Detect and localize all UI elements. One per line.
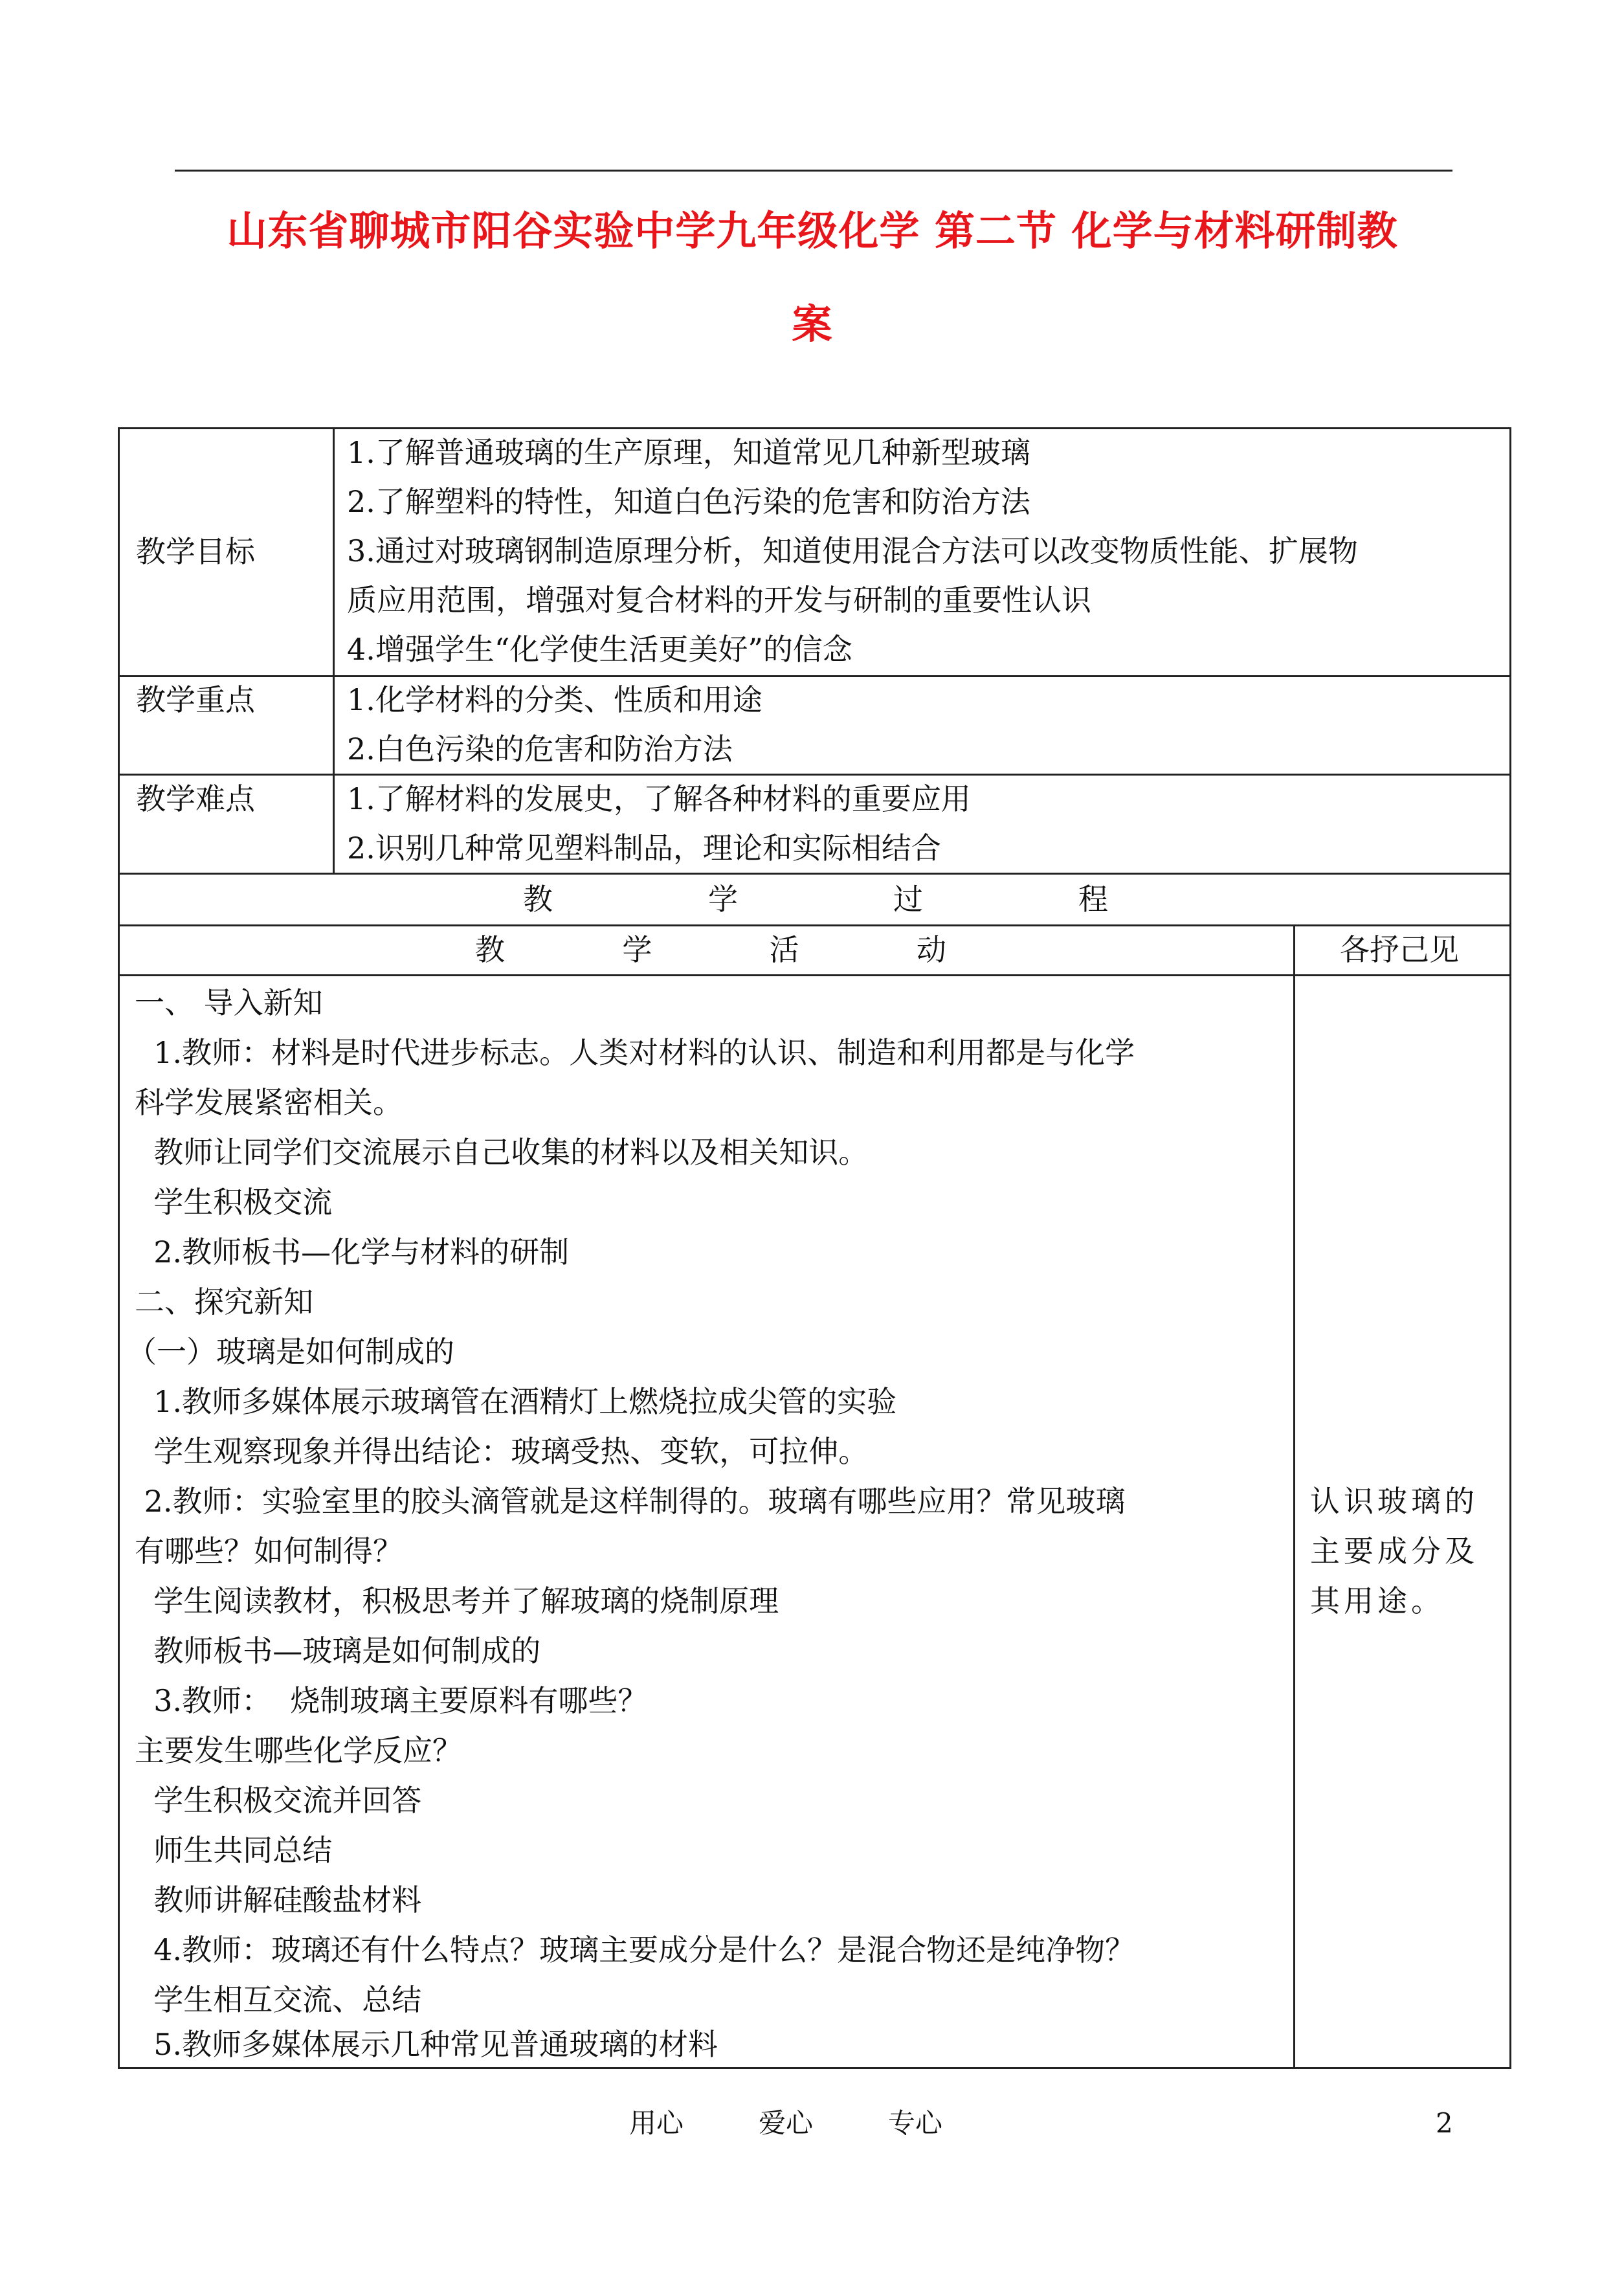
objective-line: 4.增强学生“化学使生活更美好”的信念 <box>347 632 852 667</box>
footer-motto: 专心 <box>888 2107 943 2139</box>
notes-column-divider <box>1293 924 1295 2069</box>
process-header-char: 教 <box>523 882 553 917</box>
activity-header-char: 动 <box>916 932 946 967</box>
activity-line: 学生观察现象并得出结论：玻璃受热、变软，可拉伸。 <box>135 1434 869 1469</box>
activity-line: 教师让同学们交流展示自己收集的材料以及相关知识。 <box>135 1135 869 1170</box>
objective-line: 质应用范围，增强对复合材料的开发与研制的重要性认识 <box>347 583 1091 618</box>
activity-line: 二、探究新知 <box>135 1284 313 1319</box>
activity-line: 2.教师板书—化学与材料的研制 <box>135 1235 570 1270</box>
activity-header-char: 学 <box>622 932 652 967</box>
process-header-char: 过 <box>893 882 923 917</box>
objective-line: 2.了解塑料的特性，知道白色污染的危害和防治方法 <box>347 484 1030 519</box>
activity-line: 科学发展紧密相关。 <box>135 1085 403 1120</box>
activity-line: 2.教师：实验室里的胶头滴管就是这样制得的。玻璃有哪些应用？常见玻璃 <box>135 1484 1126 1519</box>
difficulty-line: 1.了解材料的发展史，了解各种材料的重要应用 <box>347 781 971 816</box>
key-points-label: 教学重点 <box>136 682 255 717</box>
footer-motto: 用心 <box>629 2107 684 2139</box>
activity-line: 教师讲解硅酸盐材料 <box>135 1883 422 1918</box>
activity-header-char: 教 <box>475 932 505 967</box>
objectives-label: 教学目标 <box>136 534 255 569</box>
activity-line: 师生共同总结 <box>135 1833 333 1868</box>
side-note-line: 其用途。 <box>1310 1583 1445 1618</box>
objective-line: 1.了解普通玻璃的生产原理，知道常见几种新型玻璃 <box>347 435 1030 470</box>
activity-line: 一、 导入新知 <box>135 985 323 1020</box>
row-divider <box>118 675 1511 677</box>
notes-header: 各抒己见 <box>1340 932 1459 967</box>
activity-line: 主要发生哪些化学反应？ <box>135 1733 462 1768</box>
label-column-divider <box>333 427 335 873</box>
activity-header <box>475 925 946 974</box>
activity-line: 5.教师多媒体展示几种常见普通玻璃的材料 <box>135 2027 718 2062</box>
key-point-line: 1.化学材料的分类、性质和用途 <box>347 682 762 717</box>
objective-line: 3.通过对玻璃钢制造原理分析，知道使用混合方法可以改变物质性能、扩展物 <box>347 533 1358 568</box>
activity-line: 1.教师：材料是时代进步标志。人类对材料的认识、制造和利用都是与化学 <box>135 1035 1135 1070</box>
activity-header-char: 活 <box>769 932 799 967</box>
header-rule <box>175 170 1452 172</box>
row-divider <box>118 974 1511 976</box>
process-header-char: 程 <box>1078 882 1108 917</box>
process-header <box>523 875 1108 924</box>
key-point-line: 2.白色污染的危害和防治方法 <box>347 732 733 766</box>
document-title: 山东省聊城市阳谷实验中学九年级化学 第二节 化学与材料研制教 <box>227 207 1398 254</box>
activity-line: 学生相互交流、总结 <box>135 1982 422 2017</box>
activity-line: 4.教师：玻璃还有什么特点？玻璃主要成分是什么？是混合物还是纯净物？ <box>135 1932 1135 1967</box>
activity-line: 3.教师： 烧制玻璃主要原料有哪些？ <box>135 1683 648 1718</box>
activity-line: 学生积极交流并回答 <box>135 1783 422 1818</box>
document-title-cont: 案 <box>792 300 833 348</box>
side-note-line: 认识玻璃的 <box>1310 1484 1478 1519</box>
activity-line: 1.教师多媒体展示玻璃管在酒精灯上燃烧拉成尖管的实验 <box>135 1384 897 1419</box>
side-note-line: 主要成分及 <box>1310 1534 1478 1569</box>
activity-line: 学生积极交流 <box>135 1185 333 1220</box>
difficulty-line: 2.识别几种常见塑料制品，理论和实际相结合 <box>347 831 941 866</box>
difficulties-label: 教学难点 <box>136 781 255 816</box>
activity-line: 教师板书—玻璃是如何制成的 <box>135 1633 541 1668</box>
page-number: 2 <box>1436 2107 1453 2139</box>
process-header-char: 学 <box>708 882 738 917</box>
activity-line: 有哪些？如何制得？ <box>135 1534 403 1569</box>
activity-line: 学生阅读教材，积极思考并了解玻璃的烧制原理 <box>135 1583 779 1618</box>
footer-motto: 爱心 <box>759 2107 814 2139</box>
activity-line: （一）玻璃是如何制成的 <box>127 1334 454 1369</box>
